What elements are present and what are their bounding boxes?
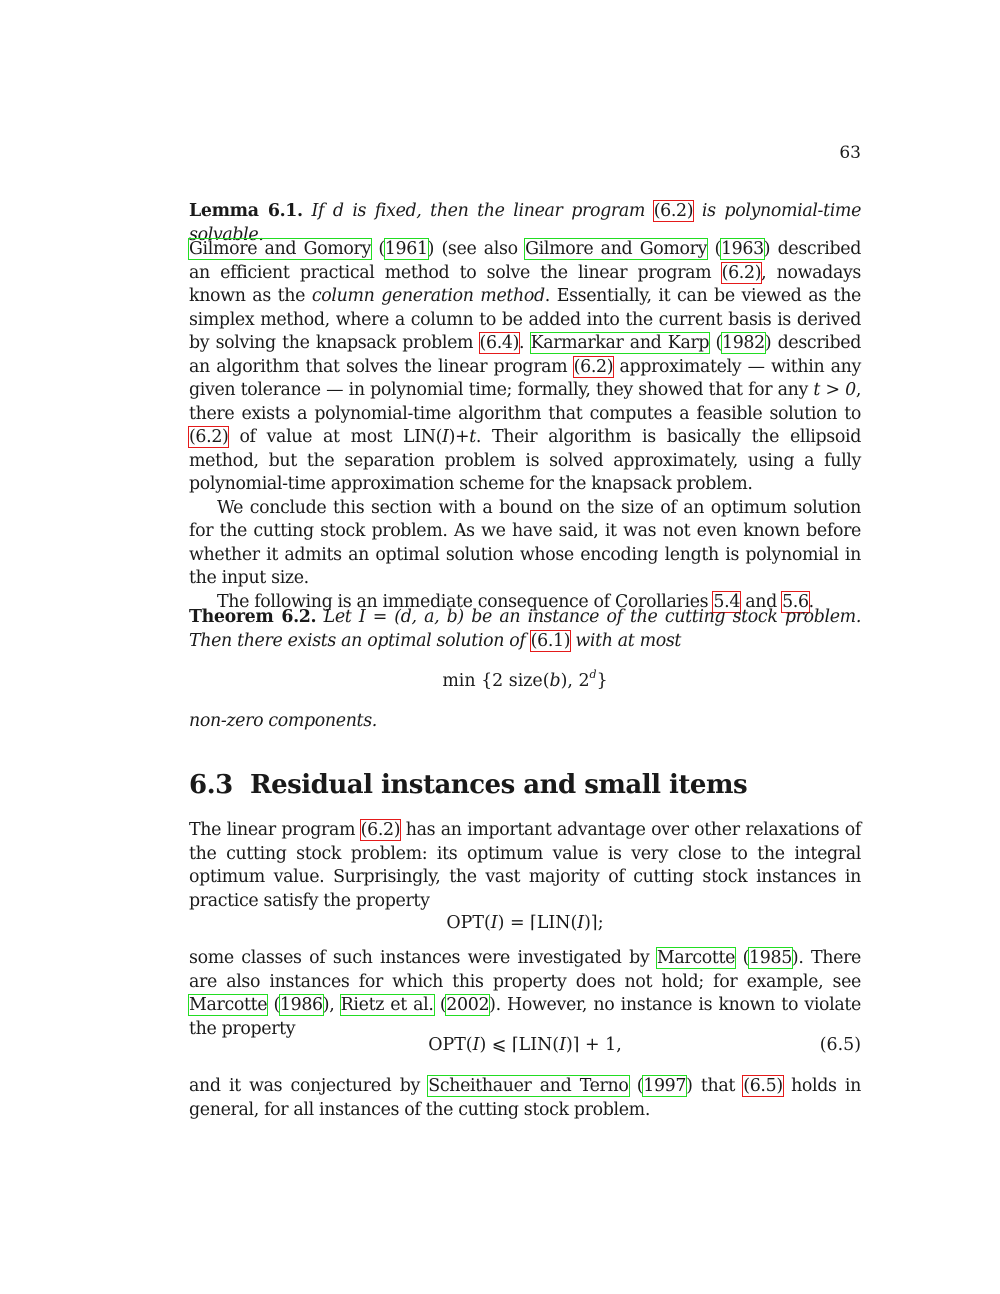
citation-link[interactable]: Rietz et al. <box>340 995 434 1015</box>
lemma-label: Lemma 6.1. <box>189 201 303 221</box>
body-paragraph: some classes of such instances were investigated by Marcotte (1985). There are also instances for which this property does not hold; for example, see Marcotte (1986), Rietz et al. (2002). However, no instance is known to violate the property <box>189 948 861 1039</box>
section-number: 6.3 <box>189 770 233 800</box>
display-formula: OPT(I) ⩽ ⌈LIN(I)⌉ + 1, (6.5) <box>428 1035 861 1055</box>
theorem-statement: Theorem 6.2. Let I = (d, a, b) be an instance of the cutting stock problem. Then there exists an optimal solution of (6.1) with at most <box>189 607 862 651</box>
equation-link[interactable]: (6.2) <box>189 427 229 447</box>
equation-link[interactable]: (6.2) <box>573 356 614 377</box>
citation-link[interactable]: Marcotte <box>656 948 736 968</box>
equation-link[interactable]: (6.2) <box>653 201 694 221</box>
citation-year-link[interactable]: 1963 <box>720 239 764 259</box>
equation-link[interactable]: (6.2) <box>360 820 401 840</box>
display-formula: OPT(I) = ⌈LIN(I)⌉; <box>446 913 604 933</box>
paragraph-text: We conclude this section with a bound on the size of an optimum solution for the cutting stock problem. As we have said, it was not even known before whether it admits an optimal solution whose encoding length is polynomial in the input size. <box>189 497 861 588</box>
citation-link[interactable]: Gilmore and Gomory <box>189 239 371 259</box>
paragraph-text: Gilmore and Gomory (1961) (see also Gilmore and Gomory (1963) described an efficient practical method to solve the linear program (6.2), nowadays known as the column generation method. Essentially, it can be viewed as the simplex method, where a column to be added into the current basis is derived by solving the knapsack problem (6.4). Karmarkar and Karp (1982) described an algorithm that solves the linear program (6.2) approximately — within any given tolerance — in polynomial time; formally, they showed that for any t > 0, there exists a polynomial-time algorithm that computes a feasible solution to (6.2) of value at most LIN(I)+t. Their algorithm is basically the ellipsoid method, but the separation problem is solved approximately, using a fully polynomial-time approximation scheme for the knapsack problem. <box>189 239 862 494</box>
body-paragraph: The linear program (6.2) has an important advantage over other relaxations of the cutting stock problem: its optimum value is very close to the integral optimum value. Surprisingly, the vast majority of cutting stock instances in practice satisfy the property <box>189 820 861 911</box>
body-paragraph: and it was conjectured by Scheithauer and Terno (1997) that (6.5) holds in general, for all instances of the cutting stock problem. <box>189 1076 861 1120</box>
citation-link[interactable]: Karmarkar and Karp <box>530 333 710 353</box>
equation-link[interactable]: (6.1) <box>530 630 571 651</box>
citation-link[interactable]: Scheithauer and Terno <box>428 1076 629 1096</box>
display-formula: min {2 size(b), 2$^d$} <box>442 668 608 691</box>
equation-link[interactable]: (6.4) <box>479 333 520 353</box>
corollary-link[interactable]: 5.4 <box>713 591 741 612</box>
citation-year-link[interactable]: 1985 <box>749 948 792 968</box>
body-paragraph <box>189 238 861 614</box>
citation-link[interactable]: Gilmore and Gomory <box>525 239 708 259</box>
equation-number: (6.5) <box>819 1035 861 1055</box>
corollary-link[interactable]: 5.6 <box>782 591 809 612</box>
theorem-continuation: non-zero components. <box>189 711 377 731</box>
lemma-statement: Lemma 6.1. If d is fixed, then the linear program (6.2) is polynomial-time solvable. <box>189 201 862 245</box>
citation-year-link[interactable]: 1986 <box>279 995 323 1015</box>
section-title: Residual instances and small items <box>250 770 748 800</box>
theorem-label: Theorem 6.2. <box>189 607 317 627</box>
citation-year-link[interactable]: 1982 <box>721 333 765 353</box>
equation-link[interactable]: (6.5) <box>743 1076 783 1096</box>
paragraph-text: The following is an immediate consequence of Corollaries 5.4 and 5.6. <box>217 591 814 612</box>
citation-link[interactable]: Marcotte <box>189 995 268 1015</box>
citation-year-link[interactable]: 2002 <box>446 995 490 1015</box>
citation-year-link[interactable]: 1997 <box>643 1076 687 1096</box>
section-heading <box>189 770 747 800</box>
citation-year-link[interactable]: 1961 <box>384 239 428 259</box>
equation-link[interactable]: (6.2) <box>721 262 762 283</box>
page-number: 63 <box>839 143 861 163</box>
